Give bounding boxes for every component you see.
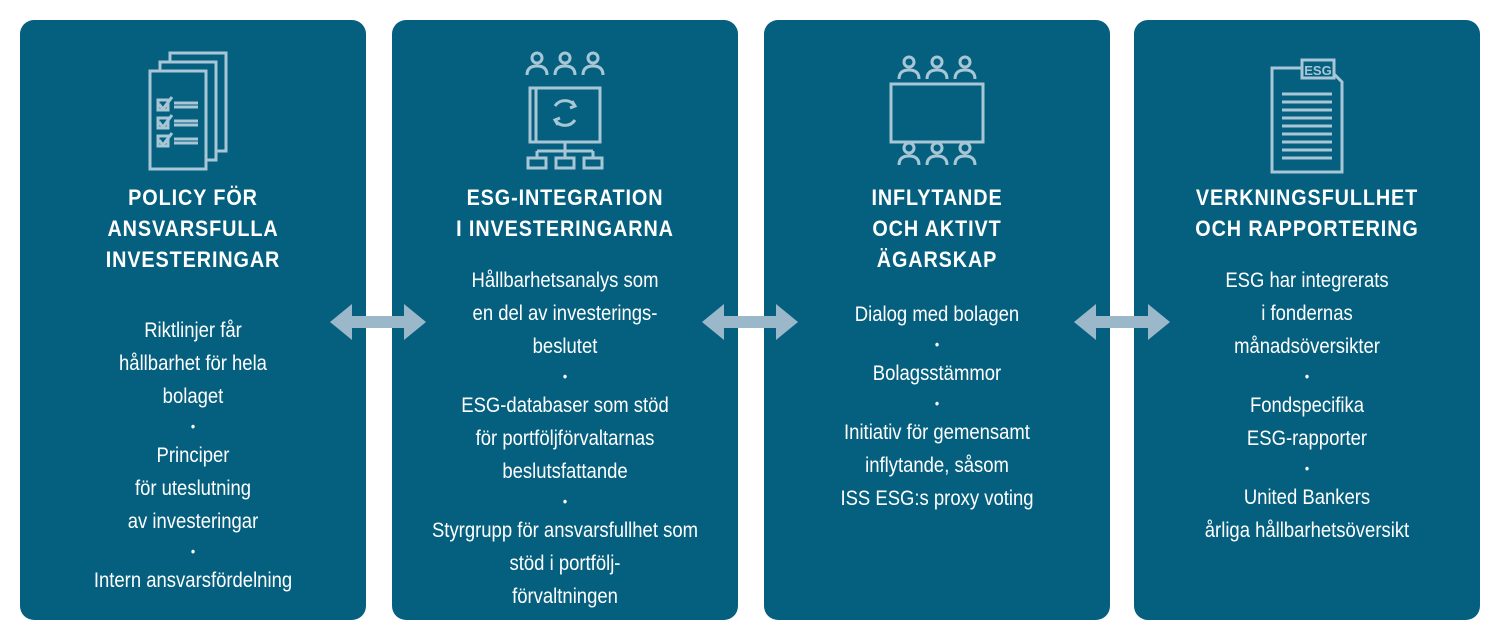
body-line: Styrgrupp för ansvarsfullhet som [431, 519, 699, 542]
body-line: ISS ESG:s proxy voting [840, 487, 1034, 510]
meeting-table-icon [764, 48, 1110, 188]
body-line: bolaget [162, 385, 224, 408]
title-line: INFLYTANDE [871, 185, 1003, 210]
bullet-separator: • [190, 418, 196, 434]
title-line: VERKNINGSFULLHET [1195, 185, 1419, 210]
bullet-separator: • [934, 395, 940, 411]
title-line: OCH RAPPORTERING [1195, 216, 1419, 241]
bullet-separator: • [934, 336, 940, 352]
card-body [785, 298, 1089, 515]
body-line: United Bankers [1243, 486, 1371, 509]
body-line: stöd i portfölj- [509, 552, 621, 575]
esg-integration-icon [392, 48, 738, 188]
body-line: Bolagsstämmor [872, 362, 1002, 385]
card-esg-integration [392, 20, 738, 620]
body-line: för uteslutning [134, 477, 252, 500]
body-line: förvaltningen [512, 585, 618, 608]
bullet-separator: • [562, 368, 568, 384]
body-line: Initiativ för gemensamt [844, 421, 1030, 444]
body-line: för portföljförvaltarnas [475, 427, 655, 450]
policy-documents-icon [20, 48, 366, 188]
icon-label: ESG [1304, 63, 1332, 78]
body-line: inflytande, såsom [865, 454, 1009, 477]
card-title [1151, 182, 1462, 244]
title-line: ÄGARSKAP [876, 247, 998, 272]
body-line: i fondernas [1261, 302, 1353, 325]
title-line: ESG-INTEGRATION [466, 185, 664, 210]
body-line: en del av investerings- [472, 302, 658, 325]
bullet-separator: • [190, 543, 196, 559]
body-line: beslutsfattande [502, 460, 628, 483]
body-line: Dialog med bolagen [854, 303, 1020, 326]
double-arrow-icon [330, 302, 426, 342]
double-arrow-icon [1074, 302, 1170, 342]
body-line: ESG har integrerats [1225, 269, 1389, 292]
card-title [37, 182, 348, 275]
body-line: beslutet [532, 335, 598, 358]
card-title [409, 182, 720, 244]
card-body [41, 314, 345, 597]
esg-report-icon [1134, 48, 1480, 188]
title-line: OCH AKTIVT [872, 216, 1002, 241]
body-line: ESG-rapporter [1246, 427, 1368, 450]
card-title [781, 182, 1092, 275]
card-influence [764, 20, 1110, 620]
card-body [1155, 264, 1459, 547]
body-line: månadsöversikter [1234, 335, 1380, 358]
body-line: Riktlinjer får [144, 319, 242, 342]
body-line: Principer [156, 444, 230, 467]
title-line: POLICY FÖR [128, 185, 258, 210]
card-reporting [1134, 20, 1480, 620]
card-body [413, 264, 717, 613]
card-policy [20, 20, 366, 620]
bullet-separator: • [1304, 460, 1310, 476]
body-line: ESG-databaser som stöd [461, 394, 669, 417]
body-line: av investeringar [127, 510, 259, 533]
title-line: ANSVARSFULLA [107, 216, 279, 241]
body-line: hållbarhet för hela [119, 352, 267, 375]
body-line: årliga hållbarhetsöversikt [1204, 519, 1410, 542]
bullet-separator: • [562, 493, 568, 509]
bullet-separator: • [1304, 368, 1310, 384]
body-line: Fondspecifika [1249, 394, 1365, 417]
body-line: Intern ansvarsfördelning [93, 569, 293, 592]
double-arrow-icon [702, 302, 798, 342]
title-line: INVESTERINGAR [105, 247, 281, 272]
title-line: I INVESTERINGARNA [456, 216, 674, 241]
body-line: Hållbarhetsanalys som [471, 269, 659, 292]
